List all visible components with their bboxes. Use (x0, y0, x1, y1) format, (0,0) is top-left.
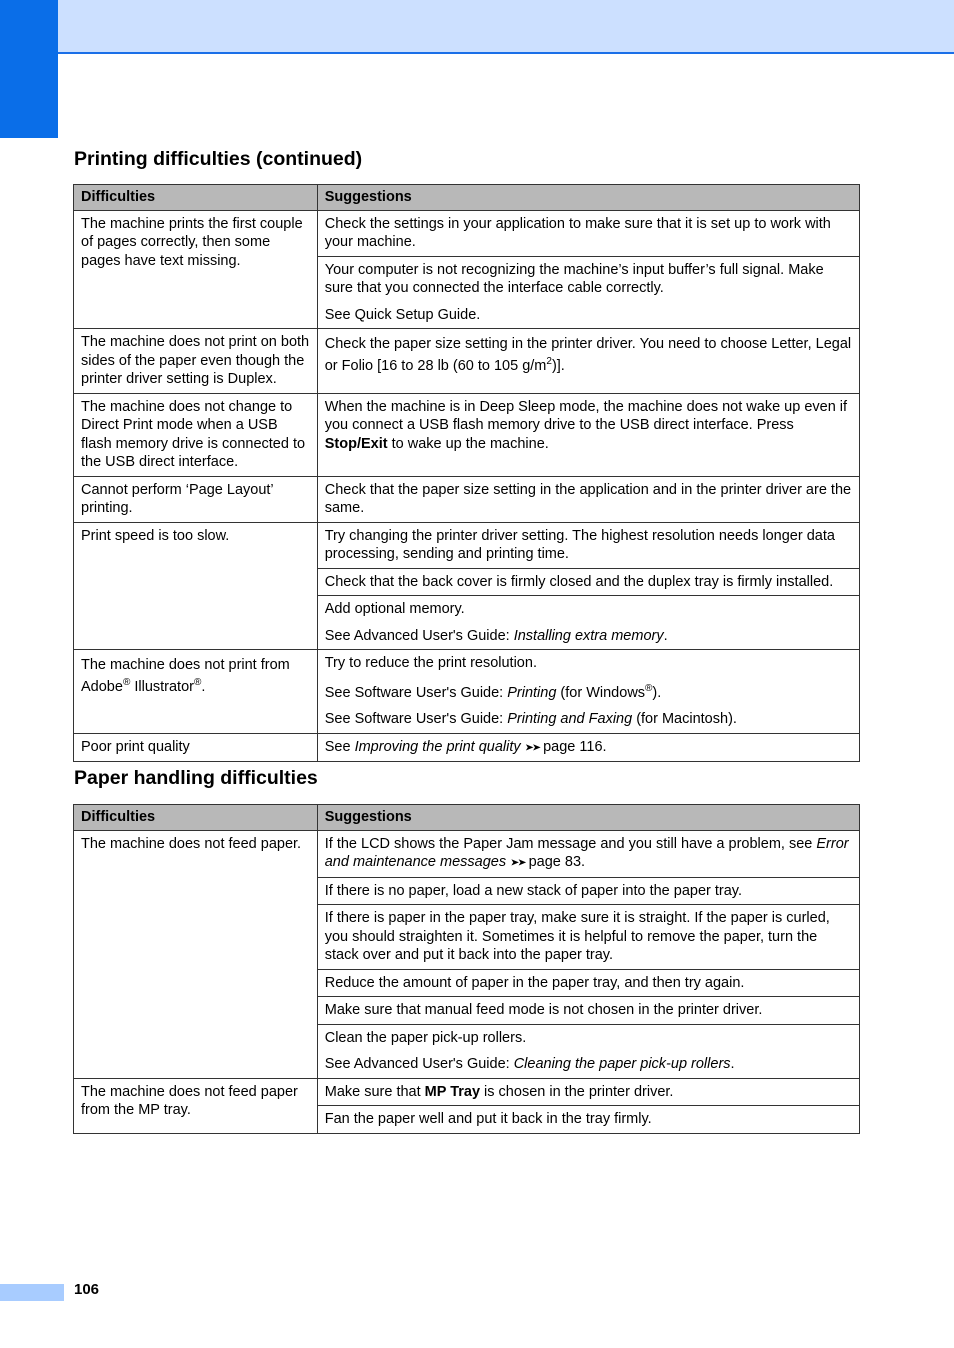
suggestion-text (325, 710, 852, 729)
section-title-paper-handling: Paper handling difficulties (74, 767, 318, 789)
key-name: Stop/Exit (324, 435, 388, 452)
suggestion-cell (317, 1078, 859, 1106)
suggestion-cell (317, 1024, 859, 1078)
suggestion-text (325, 1055, 852, 1074)
text-fragment: ). (652, 684, 662, 701)
suggestion-text: Add optional memory. (324, 601, 465, 617)
table-row (74, 830, 860, 877)
suggestion-text: Clean the paper pick-up rollers. (324, 1029, 527, 1046)
suggestion-cell (317, 596, 859, 650)
suggestion-cell (317, 733, 859, 762)
difficulty-cell: The machine prints the first couple of pages correctly, then some pages have text missing. (74, 210, 318, 329)
text-fragment: . (663, 627, 668, 644)
suggestion-cell: Make sure that manual feed mode is not chosen in the printer driver. (317, 997, 859, 1025)
page-number-tab (0, 1284, 64, 1301)
header-suggestions: Suggestions (317, 805, 859, 831)
registered-mark: ® (645, 682, 653, 694)
registered-mark: ® (193, 677, 202, 688)
suggestion-cell: Fan the paper well and put it back in the tray firmly. (317, 1106, 859, 1134)
difficulty-cell: Print speed is too slow. (74, 522, 318, 650)
superscript: 2 (546, 356, 552, 367)
header-band (0, 0, 954, 54)
suggestion-cell: Check the settings in your application to make sure that it is set up to work with your machine. (317, 210, 859, 256)
table-header-row (74, 185, 860, 211)
header-difficulties: Difficulties (74, 805, 318, 831)
table-row (74, 393, 860, 476)
text-fragment: See Software User's Guide: (324, 684, 508, 701)
guide-reference: Cleaning the paper pick-up rollers (513, 1056, 731, 1072)
guide-reference: Error and maintenance messages (324, 835, 849, 870)
suggestion-cell: Check that the back cover is firmly closed and the duplex tray is firmly installed. (317, 568, 859, 596)
text-fragment: The machine does not print from Adobe (81, 657, 290, 695)
suggestion-cell (317, 256, 859, 329)
table-row (74, 650, 860, 734)
page-number: 106 (74, 1281, 100, 1298)
difficulty-cell: The machine does not feed paper from the MP tray. (74, 1078, 318, 1133)
table-row (74, 522, 860, 568)
header-suggestions: Suggestions (317, 185, 859, 211)
table-row (74, 476, 860, 522)
suggestion-text: Try to reduce the print resolution. (324, 655, 537, 671)
suggestion-cell: If there is paper in the paper tray, make sure it is straight. If the paper is curled, you should straighten it. Sometimes it is helpful to remove the paper, turn the stack over and put it back into the paper tray. (317, 905, 859, 970)
suggestion-cell: Check that the paper size setting in the application and in the printer driver are the same. (317, 476, 859, 522)
difficulty-cell (74, 650, 318, 734)
difficulty-cell: The machine does not feed paper. (74, 830, 318, 1078)
section-title-printing: Printing difficulties (continued) (74, 148, 363, 170)
text-fragment: Illustrator (130, 679, 194, 695)
text-fragment: . (730, 1056, 735, 1072)
text-fragment: See Software User's Guide: (324, 711, 508, 727)
double-arrow-icon: ➤➤ (524, 742, 540, 753)
suggestion-cell (317, 830, 859, 877)
text-fragment: is chosen in the printer driver. (480, 1083, 674, 1100)
suggestion-text: )]. (551, 358, 565, 374)
suggestion-cell (317, 329, 859, 394)
text-fragment: Make sure that (324, 1083, 425, 1100)
text-fragment: page 83. (524, 854, 586, 870)
paper-handling-table (73, 804, 860, 1134)
difficulty-cell: The machine does not print on both sides of the paper even though the printer driver setting is Duplex. (74, 329, 318, 394)
suggestion-text: When the machine is in Deep Sleep mode, the machine does not wake up even if you connect a USB flash memory drive to the USB direct interface. Press (324, 398, 848, 433)
suggestion-cell: Try changing the printer driver setting. The highest resolution needs longer data processing, sending and printing time. (317, 522, 859, 568)
suggestion-cell (317, 393, 859, 476)
table-header-row (74, 805, 860, 831)
table-row (74, 329, 860, 394)
difficulty-cell: The machine does not change to Direct Print mode when a USB flash memory drive is connected to the USB direct interface. (74, 393, 318, 476)
suggestion-text: to wake up the machine. (387, 435, 549, 452)
table-row (74, 210, 860, 256)
suggestion-text: Your computer is not recognizing the machine’s input buffer’s full signal. Make sure that you connected the interface cable correctly. (324, 261, 824, 296)
text-fragment: If the LCD shows the Paper Jam message and you still have a problem, see (324, 835, 817, 852)
suggestion-cell: If there is no paper, load a new stack of paper into the paper tray. (317, 877, 859, 905)
guide-reference: Printing and Faxing (507, 711, 633, 727)
printing-difficulties-table (73, 184, 860, 762)
table-row (74, 1078, 860, 1106)
suggestion-text: See Quick Setup Guide. (324, 306, 481, 323)
text-fragment: See (324, 738, 355, 755)
difficulty-cell: Poor print quality (74, 733, 318, 762)
chapter-tab (0, 0, 58, 138)
setting-name: MP Tray (424, 1083, 481, 1100)
difficulty-cell: Cannot perform ‘Page Layout’ printing. (74, 476, 318, 522)
guide-reference: Printing (507, 684, 557, 701)
table-row (74, 733, 860, 762)
suggestion-text (325, 684, 852, 703)
header-difficulties: Difficulties (74, 185, 318, 211)
text-fragment: . (201, 679, 206, 695)
text-fragment: See Advanced User's Guide: (324, 1056, 514, 1072)
text-fragment: page 116. (539, 738, 607, 755)
suggestion-cell: Reduce the amount of paper in the paper tray, and then try again. (317, 969, 859, 997)
registered-mark: ® (122, 677, 131, 688)
text-fragment: (for Windows (556, 684, 646, 701)
guide-reference: Improving the print quality (354, 738, 521, 755)
double-arrow-icon: ➤➤ (510, 857, 525, 869)
text-fragment: See Advanced User's Guide: (324, 627, 514, 644)
suggestion-cell (317, 650, 859, 734)
text-fragment: (for Macintosh). (632, 711, 737, 727)
suggestion-text: Check the paper size setting in the printer driver. You need to choose Letter, Legal or Folio [16 to 28 lb (60 to 105 g/m (324, 336, 852, 374)
suggestion-text (325, 627, 852, 646)
guide-reference: Installing extra memory (513, 627, 664, 644)
